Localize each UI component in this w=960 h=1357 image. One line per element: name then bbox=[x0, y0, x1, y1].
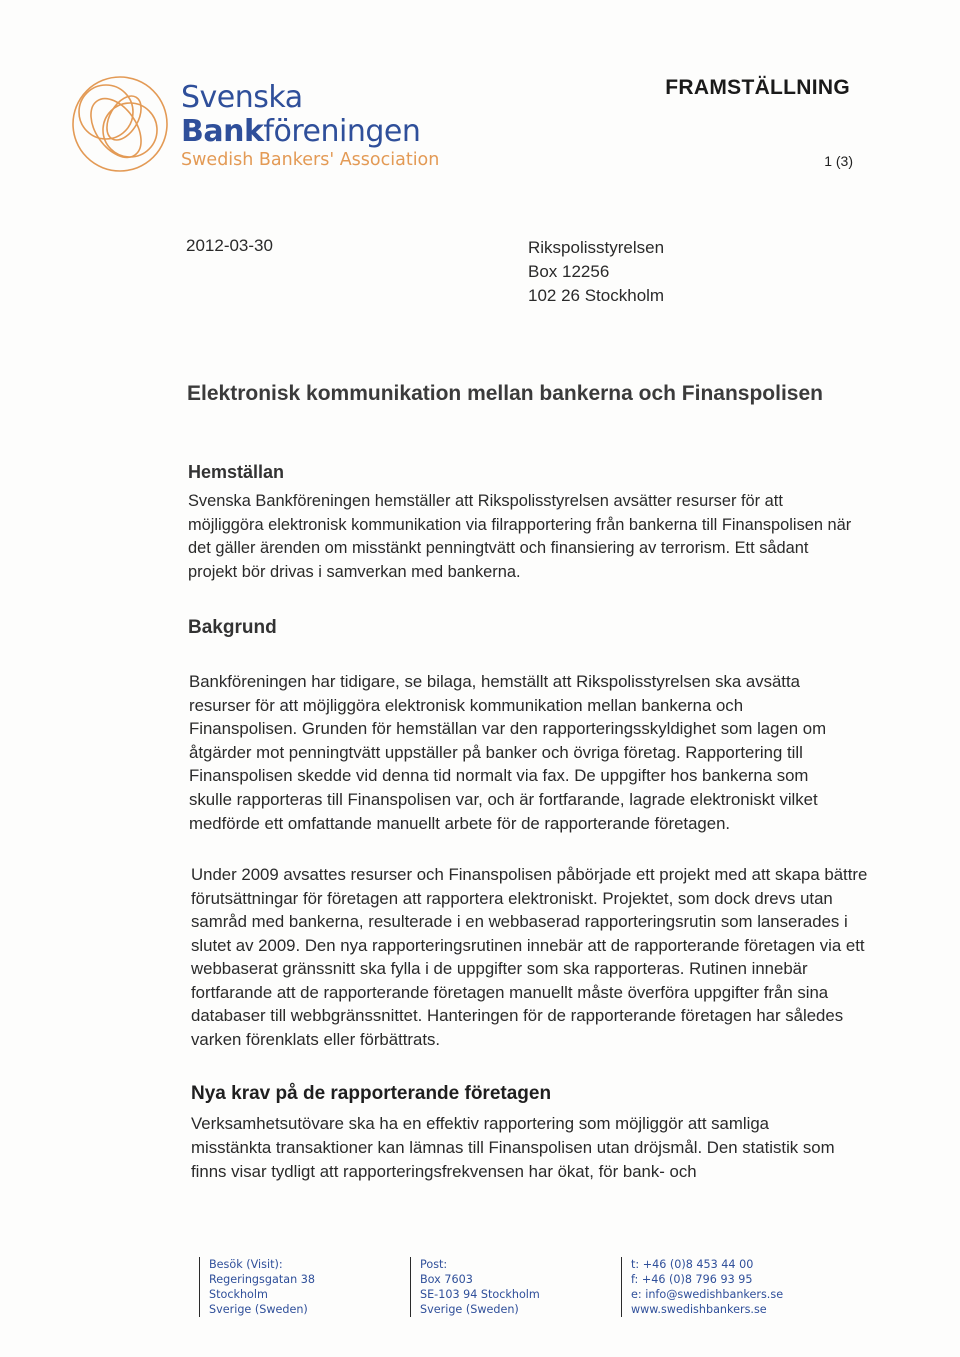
footer-fax: f: +46 (0)8 796 93 95 bbox=[631, 1273, 753, 1286]
recipient-line: Rikspolisstyrelsen bbox=[528, 238, 665, 257]
recipient-line: 102 26 Stockholm bbox=[528, 286, 665, 305]
footer-visit-address bbox=[199, 1257, 315, 1317]
paragraph-hemstallan: Svenska Bankföreningen hemställer att Rikspolisstyrelsen avsätter resurser för att möjliggöra elektronisk kommunikation via filrapportering från bankerna till Finanspolisen när det gäller ärenden om misstänkt penningtvätt och finansiering av terrorism. Ett sådant projekt bör drivas i samverkan med bankerna. bbox=[188, 492, 852, 581]
footer-line: Besök (Visit): bbox=[209, 1258, 283, 1271]
logo-name-line2 bbox=[181, 114, 420, 149]
footer-phone: t: +46 (0)8 453 44 00 bbox=[631, 1258, 754, 1271]
document-type: FRAMSTÄLLNING bbox=[665, 76, 850, 99]
footer-line: Sverige (Sweden) bbox=[209, 1303, 308, 1316]
recipient-line: Box 12256 bbox=[528, 262, 610, 281]
letter-date: 2012-03-30 bbox=[186, 236, 273, 255]
footer-post-address bbox=[410, 1257, 540, 1317]
section-heading-nya-krav: Nya krav på de rapporterande företagen bbox=[191, 1083, 552, 1104]
footer-website[interactable]: www.swedishbankers.se bbox=[631, 1303, 767, 1316]
footer-line: SE-103 94 Stockholm bbox=[420, 1288, 540, 1301]
page-number: 1 (3) bbox=[824, 153, 853, 169]
footer-line: Sverige (Sweden) bbox=[420, 1303, 519, 1316]
document-title: Elektronisk kommunikation mellan bankerna och Finanspolisen bbox=[187, 382, 823, 405]
footer-email[interactable]: e: info@swedishbankers.se bbox=[631, 1288, 784, 1301]
bankforeningen-logo-mark bbox=[68, 70, 172, 178]
footer-contact bbox=[621, 1257, 783, 1317]
section-heading-hemstallan: Hemställan bbox=[188, 462, 285, 482]
paragraph-nya-krav: Verksamhetsutövare ska ha en effektiv rapportering som möjliggör att samliga misstänkta transaktioner kan lämnas till Finanspolisen utan dröjsmål. Den statistik som finns visar tydligt att rapporteringsfrekvensen har ökat, för bank- och bbox=[191, 1114, 835, 1181]
paragraph-bakgrund-1: Bankföreningen har tidigare, se bilaga, hemställt att Rikspolisstyrelsen ska avsätta resurser för att möjliggöra elektronisk kommunikation mellan bankerna och Finanspolisen. Grunden för hemställan var den rapporteringsskyldighet som lagen om åtgärder mot penningtvätt uppställer på banker och övriga företag. Rapportering till Finanspolisen skedde vid denna tid normalt via fax. De uppgifter hos bankerna som skulle rapporteras till Finanspolisen var, och är fortfarande, lagrade elektroniskt vilket medförde ett omfattande manuellt arbete för de rapporterande företagen. bbox=[189, 672, 827, 833]
section-heading-bakgrund: Bakgrund bbox=[188, 617, 277, 638]
logo-name-bold: Bank bbox=[181, 114, 264, 149]
recipient-address bbox=[528, 236, 664, 308]
logo-name-line1: Svenska bbox=[181, 80, 303, 115]
footer-line: Post: bbox=[420, 1258, 448, 1271]
logo-name-rest: föreningen bbox=[263, 114, 421, 149]
paragraph-bakgrund-2: Under 2009 avsattes resurser och Finanspolisen påbörjade ett projekt med att skapa bättre förutsättningar för företagen att rapportera elektroniskt. Projektet, som dock drevs utan samråd med bankerna, resulterade i en webbaserad rapporteringsrutin som lanserades i slutet av 2009. Den nya rapporteringsrutinen innebär att de rapporterande företagen via ett webbaserat gränssnitt ska fylla i de uppgifter som ska rapporteras. Rutinen innebär fortfarande att de rapporterande företagen manuellt måste överföra uppgifter från sina databaser till webbgränssnittet. Hanteringen för de rapporterande företagen har således varken förenklats eller förbättrats. bbox=[191, 865, 868, 1049]
footer-line: Box 7603 bbox=[420, 1273, 473, 1286]
logo-tagline: Swedish Bankers' Association bbox=[181, 150, 440, 170]
footer-line: Regeringsgatan 38 bbox=[209, 1273, 315, 1286]
footer-line: Stockholm bbox=[209, 1288, 268, 1301]
